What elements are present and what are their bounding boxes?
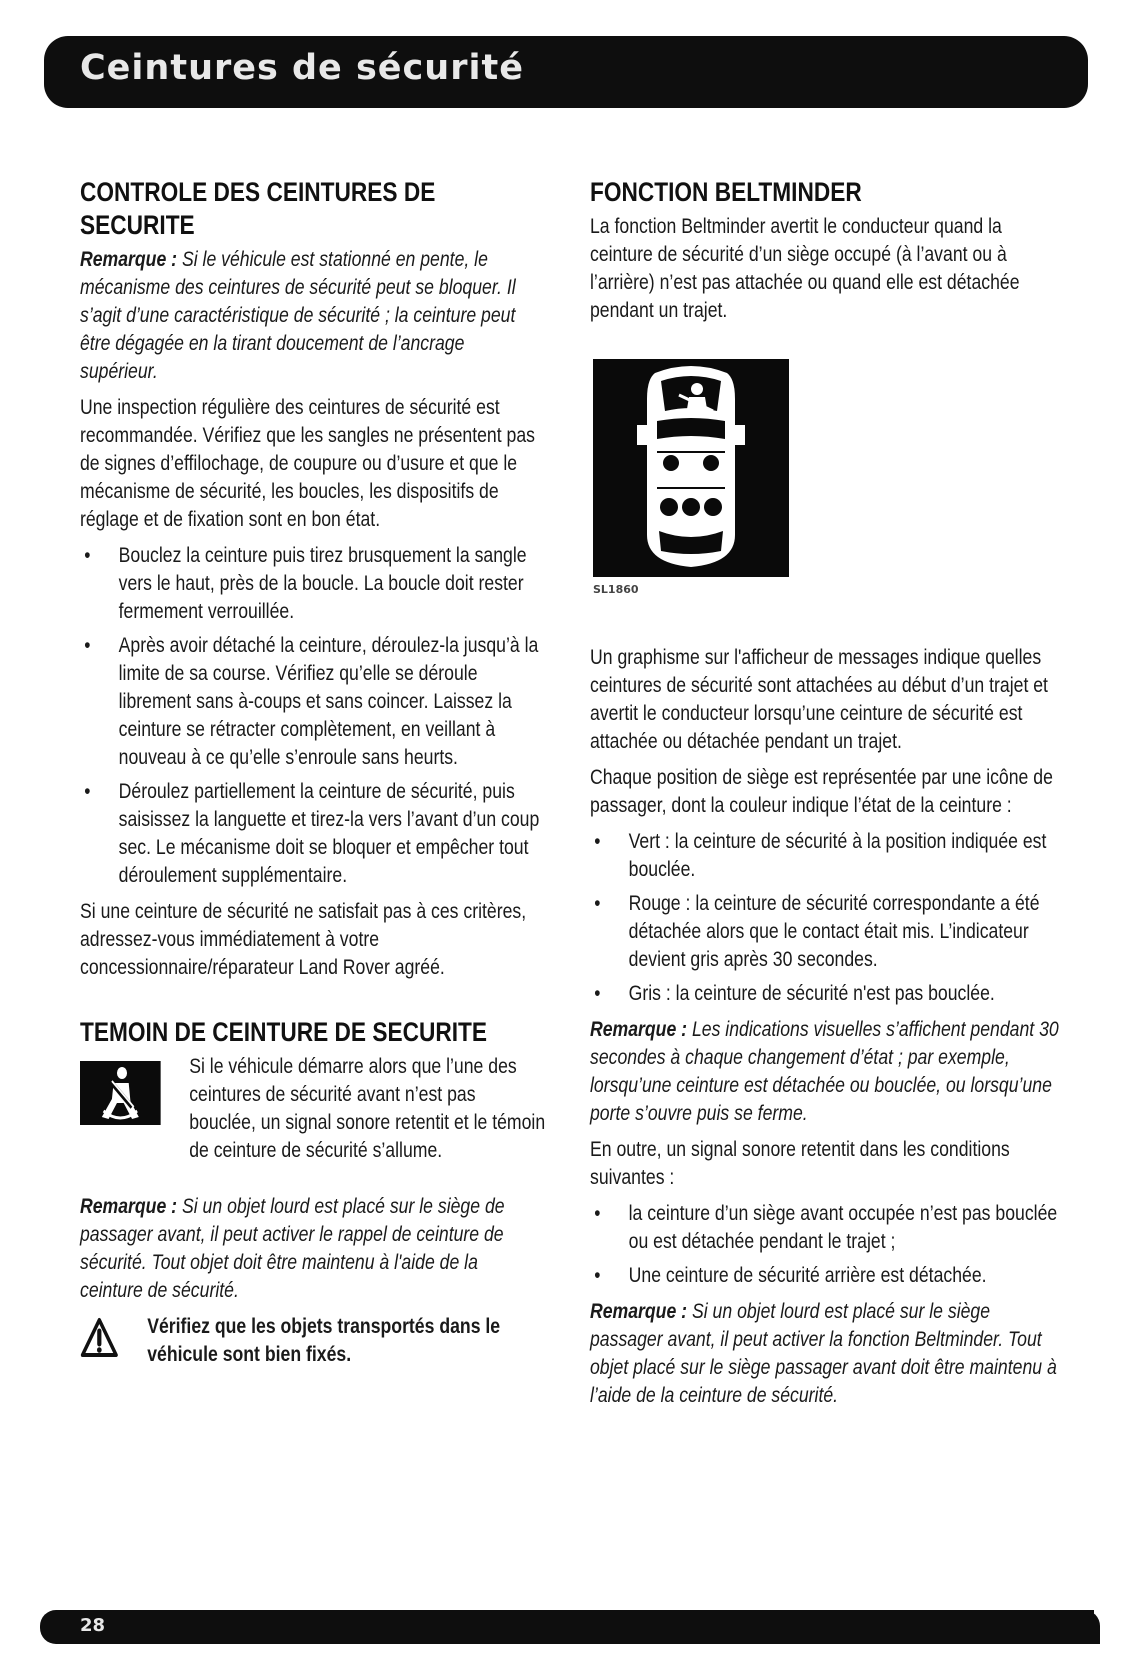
note-label: Remarque : [80,248,178,271]
section-heading-belt-warning-lamp: TEMOIN DE CEINTURE DE SECURITE [80,1017,488,1047]
section-heading-belt-check [80,176,545,242]
inspection-paragraph: Une inspection régulière des ceintures de sécurité est recommandée. Vérifiez que les sangles ne présentent pas de signes d’effilochage, de coupure ou d’usure et que le mécanisme de sécurité, les boucles, les dispositifs de réglage et de fixation sont en bon état. [80,396,535,531]
note-text: Si un objet lourd est placé sur le siège de passager avant, il peut activer le rappel de ceinture de sécurité. Tout objet doit être maintenu à l'aide de la ceinture de sécurité. [80,1195,505,1302]
note-label: Remarque : [590,1300,688,1323]
page-title: Ceintures de sécurité [80,48,524,88]
beltminder-intro: La fonction Beltminder avertit le conducteur quand la ceinture de sécurité d’un siège occupé (à l’avant ou à l’arrière) n’est pas attachée ou quand elle est détachée pendant un trajet. [590,215,1020,322]
note-visual-indications [590,1016,1060,1128]
warning-lamp-block [80,1053,545,1193]
car-top-view-icon [593,359,789,577]
heading-line-2: SECURITE [80,210,195,240]
note-text: Si le véhicule est stationné en pente, le mécanisme des ceintures de sécurité peut se bloquer. Il s’agit d’une caractéristique de sécurité ; la ceinture peut être dégagée en la tirant doucement de l’ancrage supérieur. [80,248,516,383]
note-beltminder-heavy-object [590,1298,1060,1410]
dealer-paragraph: Si une ceinture de sécurité ne satisfait pas à ces critères, adressez-vous immédiatement à votre concessionnaire/réparateur Land Rover agréé. [80,900,527,979]
caution-text: Vérifiez que les objets transportés dans le véhicule sont bien fixés. [147,1315,501,1366]
beltminder-diagram [593,359,789,577]
list-item: • la ceinture d’un siège avant occupée n’est pas bouclée ou est détachée pendant le trajet ; [590,1200,1060,1256]
note-heavy-object [80,1193,545,1305]
footer-bar [40,1610,1094,1644]
note-slope [80,246,545,386]
warning-triangle-icon [80,1317,119,1359]
seat-icon-paragraph: Chaque position de siège est représentée par une icône de passager, dont la couleur indique l’état de la ceinture : [590,766,1053,817]
check-list [80,542,545,890]
note-text: Si un objet lourd est placé sur le siège passager avant, il peut activer la fonction Beltminder. Tout objet placé sur le siège passager avant doit être maintenu à l’aide de la ceinture de sécurité. [590,1300,1057,1407]
list-item: • Après avoir détaché la ceinture, déroulez-la jusqu’à la limite de sa course. Vérifiez qu’elle se déroule librement sans à-coups et sans coincer. Laissez la ceinture se rétracter complètement, en veillant à nouveau à ce qu’elle s’enroule sans heurts. [80,632,545,772]
list-item: • Rouge : la ceinture de sécurité correspondante a été détachée alors que le contact était mis. L’indicateur devient gris après 30 secondes. [590,890,1060,974]
audible-signal-paragraph: En outre, un signal sonore retentit dans les conditions suivantes : [590,1138,1010,1189]
list-item: • Vert : la ceinture de sécurité à la position indiquée est bouclée. [590,828,1060,884]
page-number: 28 [80,1615,106,1636]
warning-lamp-text: Si le véhicule démarre alors que l’une des ceintures de sécurité avant n’est pas bouclée, un signal sonore retentit et le témoin de ceinture de sécurité s’allume. [189,1055,546,1162]
list-item: • Une ceinture de sécurité arrière est détachée. [590,1262,1060,1290]
list-item: • Déroulez partiellement la ceinture de sécurité, puis saisissez la languette et tirez-la vers l’avant d’un coup sec. Le mécanisme doit se bloquer et empêcher tout déroulement supplémentaire. [80,778,545,890]
right-column [590,176,1060,1418]
display-paragraph: Un graphisme sur l'afficheur de messages indique quelles ceintures de sécurité sont attachées au début d’un trajet et avertit le conducteur lorsqu’une ceinture de sécurité est attachée ou détachée pendant un trajet. [590,646,1048,753]
audible-conditions-list [590,1200,1060,1290]
seatbelt-warning-icon [80,1061,161,1125]
caution-block [80,1313,545,1373]
left-column [80,176,545,1373]
list-item: • Bouclez la ceinture puis tirez brusquement la sangle vers le haut, près de la boucle. La boucle doit rester fermement verrouillée. [80,542,545,626]
header-bar [44,36,1088,108]
image-caption: SL1860 [593,583,639,596]
status-color-list [590,828,1060,1008]
section-heading-beltminder: FONCTION BELTMINDER [590,177,862,207]
list-item: • Gris : la ceinture de sécurité n'est pas bouclée. [590,980,1060,1008]
note-label: Remarque : [590,1018,688,1041]
note-label: Remarque : [80,1195,178,1218]
heading-line-1: CONTROLE DES CEINTURES DE [80,177,436,207]
note-text: Les indications visuelles s’affichent pendant 30 secondes à chaque changement d’état ; par exemple, lorsqu’une ceinture est détachée ou bouclée, ou lorsqu’une porte s’ouvre puis se ferme. [590,1018,1059,1125]
